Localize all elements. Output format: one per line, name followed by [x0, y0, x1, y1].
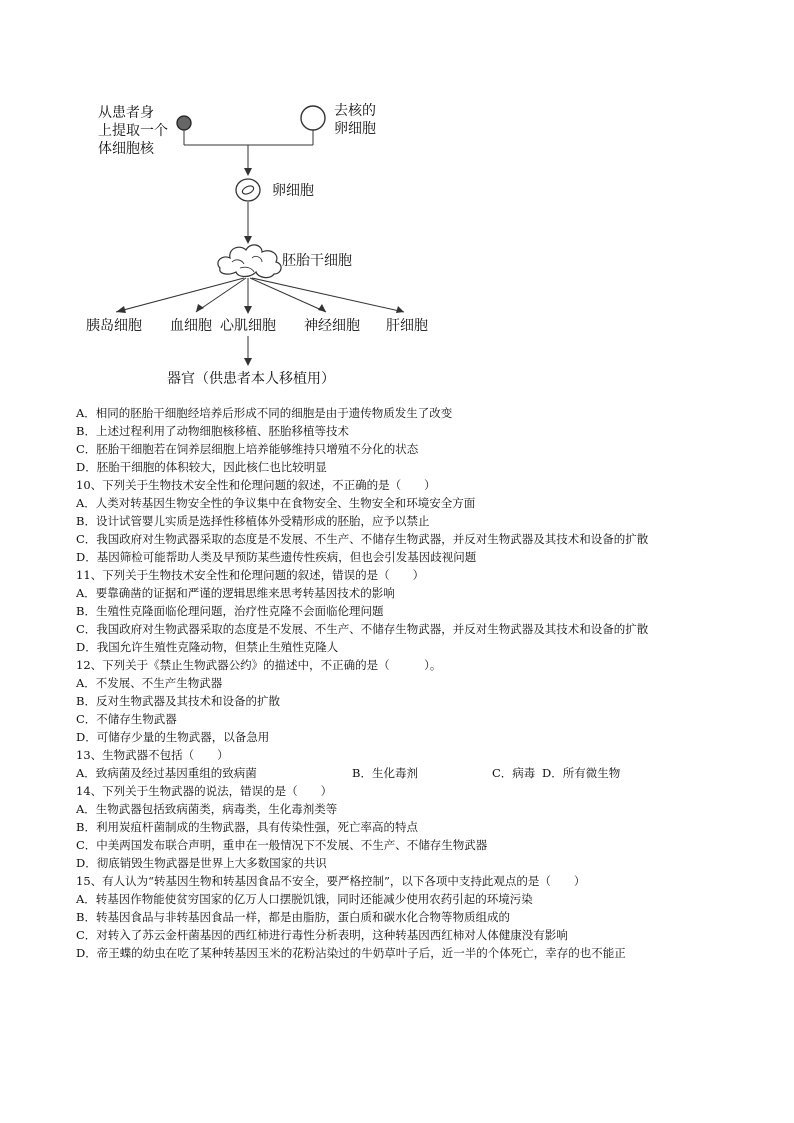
option-d: D．所有微生物 [542, 766, 621, 780]
cloning-diagram [0, 0, 794, 400]
question-13 [76, 746, 746, 782]
option-b: B．设计试管婴儿实质是选择性移植体外受精形成的胚胎，应予以禁止 [76, 514, 430, 528]
option-c: C．我国政府对生物武器采取的态度是不发展、不生产、不储存生物武器，并反对生物武器及其技术和设备的扩散 [76, 532, 649, 546]
option-a: A．生物武器包括致病菌类，病毒类，生化毒剂类等 [76, 802, 338, 816]
option-a: A．转基因作物能使贫穷国家的亿万人口摆脱饥饿，同时还能减少使用农药引起的环境污染 [76, 892, 533, 906]
option-a: A．不发展、不生产生物武器 [76, 676, 223, 690]
option-c: C．中美两国发布联合声明，重申在一般情况下不发展、不生产、不储存生物武器 [76, 838, 488, 852]
option-a: A．要靠确凿的证据和严谨的逻辑思维来思考转基因技术的影响 [76, 586, 395, 600]
option-b: B．上述过程利用了动物细胞核移植、胚胎移植等技术 [76, 424, 349, 438]
organ-label: 器官（供患者本人移植用） [167, 371, 335, 387]
option-a: A．致病菌及经过基因重组的致病菌 [76, 766, 257, 780]
egg-label-line: 去核的 [334, 103, 376, 119]
option-c: C．对转入了苏云金杆菌基因的西红柿进行毒性分析表明，这种转基因西红柿对人体健康没有影响 [76, 928, 568, 942]
question-stem: 11、下列关于生物技术安全性和伦理问题的叙述，错误的是（ ） [76, 568, 425, 582]
stem-cell-label: 胚胎干细胞 [282, 253, 352, 269]
question-stem: 10、下列关于生物技术安全性和伦理问题的叙述，不正确的是（ ） [76, 478, 436, 492]
option-c: C．我国政府对生物武器采取的态度是不发展、不生产、不储存生物武器，并反对生物武器及其技术和设备的扩散 [76, 622, 649, 636]
option-row [76, 764, 746, 782]
cell-label-islet: 胰岛细胞 [86, 318, 142, 334]
arrowhead [244, 168, 252, 176]
question-9-options [76, 404, 746, 476]
branch-arrow [252, 278, 404, 312]
option-a: A．相同的胚胎干细胞经培养后形成不同的细胞是由于遗传物质发生了改变 [76, 406, 453, 420]
donor-label-line: 上提取一个 [98, 123, 168, 139]
cell-label-blood: 血细胞 [170, 318, 212, 334]
option-c: C．胚胎干细胞若在饲养层细胞上培养能够维持只增殖不分化的状态 [76, 442, 419, 456]
enucleated-egg-icon [301, 106, 325, 130]
nucleus-icon [177, 116, 191, 130]
question-14 [76, 782, 746, 872]
option-b: B．反对生物武器及其技术和设备的扩散 [76, 694, 280, 708]
question-stem: 13、生物武器不包括（ ） [76, 748, 229, 762]
cell-label-liver: 肝细胞 [386, 318, 428, 334]
option-b: B．转基因食品与非转基因食品一样，都是由脂肪，蛋白质和碳水化合物等物质组成的 [76, 910, 510, 924]
branch-arrow [196, 278, 246, 312]
question-10 [76, 476, 746, 566]
option-b: B．生化毒剂 [352, 766, 418, 780]
option-d: D．帝王蝶的幼虫在吃了某种转基因玉米的花粉沾染过的牛奶草叶子后，近一半的个体死亡，幸存的也不能正 [76, 946, 626, 960]
option-a: A．人类对转基因生物安全性的争议集中在食物安全、生物安全和环境安全方面 [76, 496, 476, 510]
question-list [76, 404, 746, 962]
option-d: D．我国允许生殖性克隆动物，但禁止生殖性克隆人 [76, 640, 339, 654]
question-11 [76, 566, 746, 656]
option-c: C．不储存生物武器 [76, 712, 177, 726]
enucleated-egg-label [334, 102, 376, 138]
branch-arrow [116, 278, 244, 312]
option-b: B．生殖性克隆面临伦理问题，治疗性克隆不会面临伦理问题 [76, 604, 384, 618]
question-stem: 14、下列关于生物武器的说法，错误的是（ ） [76, 784, 333, 798]
donor-label-line: 从患者身 [98, 105, 154, 121]
cell-label-nerve: 神经细胞 [304, 318, 360, 334]
donor-label [98, 104, 168, 158]
option-c: C．病毒 [492, 766, 536, 780]
donor-label-line: 体细胞核 [98, 141, 154, 157]
diagram-lines [0, 0, 794, 400]
arrowhead [244, 236, 252, 244]
egg-cell-label: 卵细胞 [272, 183, 314, 199]
question-15 [76, 872, 746, 962]
arrowhead [244, 358, 252, 366]
option-d: D．彻底销毁生物武器是世界上大多数国家的共识 [76, 856, 327, 870]
branch-arrow [250, 278, 326, 312]
option-d: D．可储存少量的生物武器，以备急用 [76, 730, 270, 744]
question-stem: 12、下列关于《禁止生物武器公约》的描述中，不正确的是（ ）。 [76, 658, 442, 672]
cell-label-cardiac: 心肌细胞 [220, 318, 276, 334]
question-stem: 15、有人认为“转基因生物和转基因食品不安全，要严格控制”，以下各项中支持此观点的是（ ） [76, 874, 586, 888]
question-12 [76, 656, 746, 746]
egg-label-line: 卵细胞 [334, 121, 376, 137]
stem-cell-cluster-icon [218, 245, 281, 278]
option-b: B．利用炭疽杆菌制成的生物武器，具有传染性强，死亡率高的特点 [76, 820, 418, 834]
option-d: D．胚胎干细胞的体积较大，因此核仁也比较明显 [76, 460, 327, 474]
option-d: D．基因筛检可能帮助人类及早预防某些遗传性疾病，但也会引发基因歧视问题 [76, 550, 477, 564]
